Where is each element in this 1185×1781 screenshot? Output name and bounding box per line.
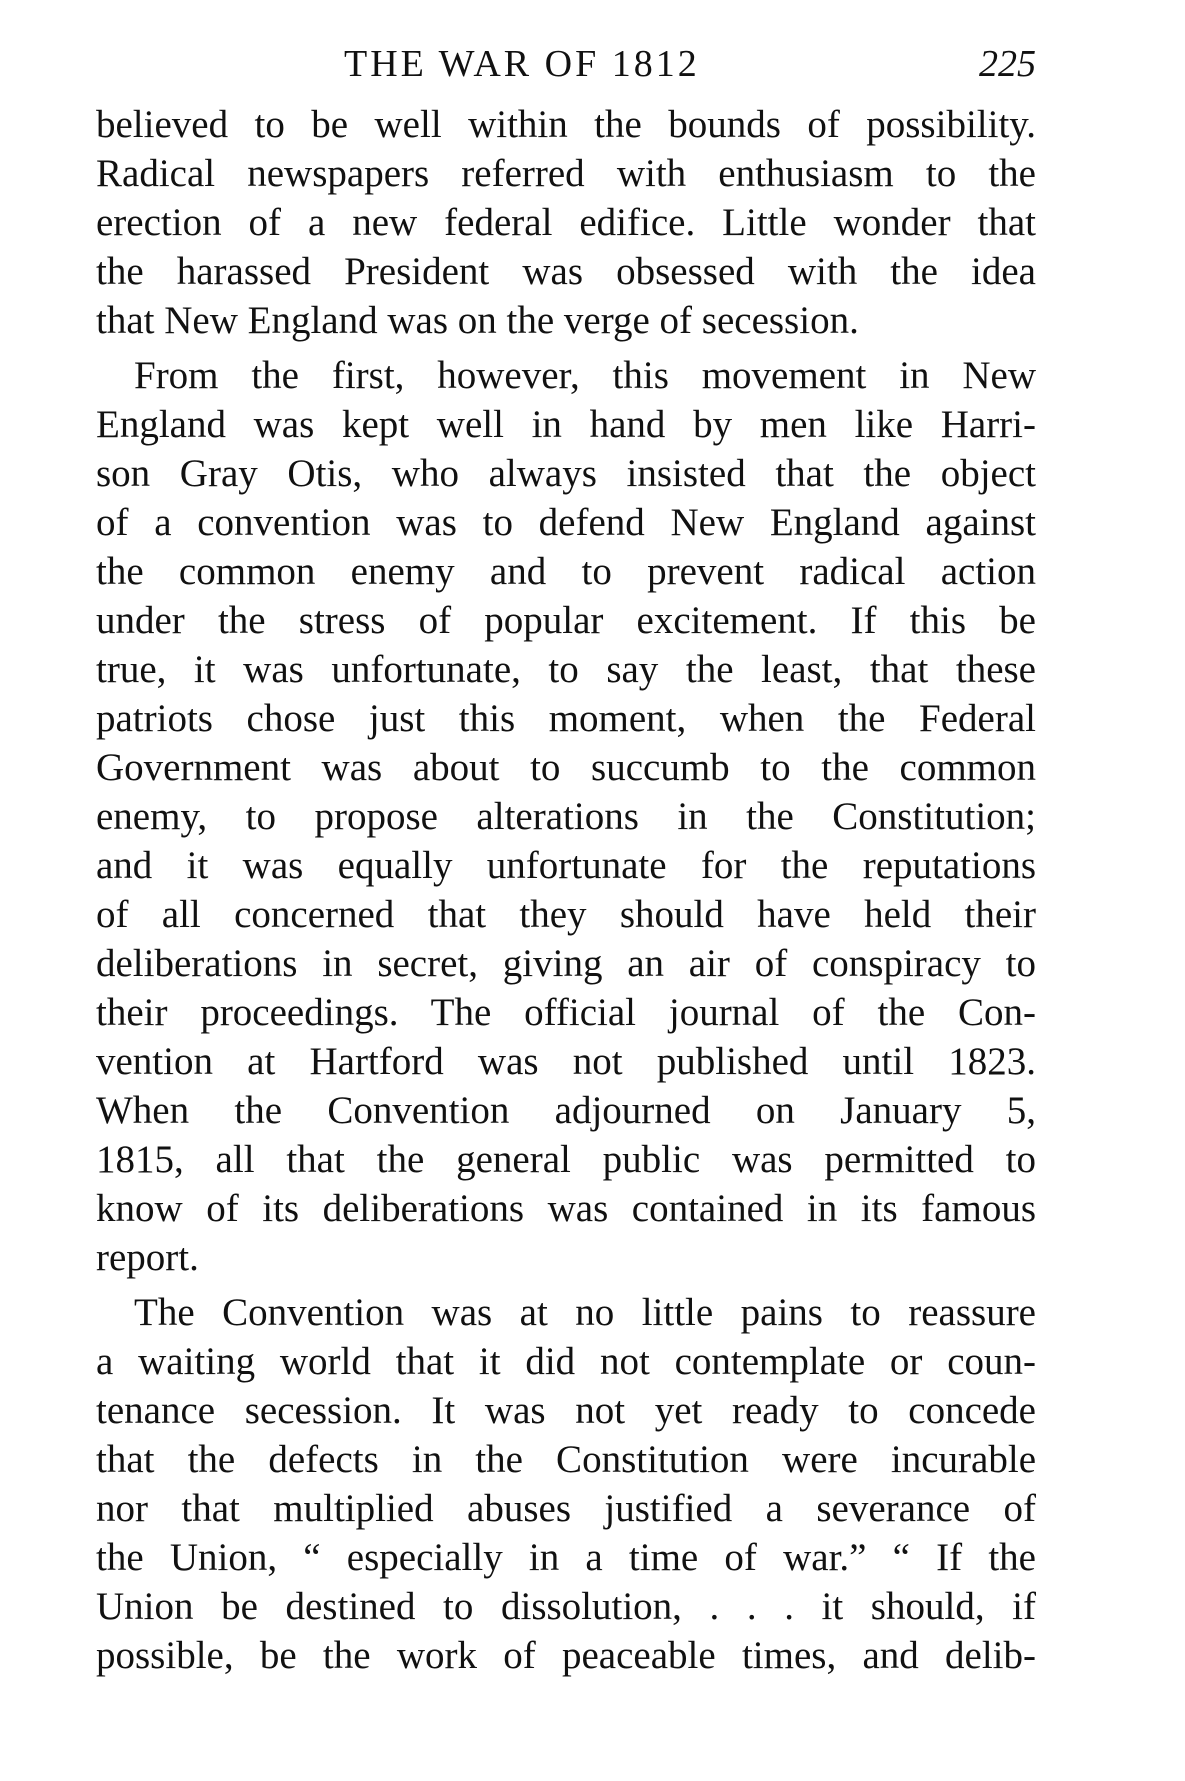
text-line: true, it was unfortunate, to say the least, that these	[96, 648, 1036, 691]
text-line: and it was equally unfortunate for the reputations	[96, 844, 1036, 887]
text-line: patriots chose just this moment, when the Federal	[96, 697, 1036, 740]
text-line: From the first, however, this movement in New	[134, 354, 1036, 397]
text-line: know of its deliberations was contained in its famous	[96, 1187, 1036, 1230]
text-line: vention at Hartford was not published until 1823.	[96, 1040, 1036, 1083]
text-line: Government was about to succumb to the common	[96, 746, 1036, 789]
text-line: England was kept well in hand by men like Harri-	[96, 403, 1036, 446]
text-line: the common enemy and to prevent radical action	[96, 550, 1036, 593]
page-number: 225	[979, 43, 1036, 85]
paragraph	[96, 1288, 1036, 1680]
text-line: believed to be well within the bounds of possibility.	[96, 103, 1036, 146]
text-line: enemy, to propose alterations in the Constitution;	[96, 795, 1036, 838]
running-title: THE WAR OF 1812	[344, 43, 700, 85]
text-line: Union be destined to dissolution, . . . it should, if	[96, 1585, 1036, 1628]
body-text	[96, 100, 1036, 1686]
text-line: 1815, all that the general public was permitted to	[96, 1138, 1036, 1181]
text-line: deliberations in secret, giving an air of conspiracy to	[96, 942, 1036, 985]
paragraph	[96, 100, 1036, 345]
running-head	[96, 38, 1036, 90]
text-line: the Union, “ especially in a time of war.” “ If the	[96, 1536, 1036, 1579]
text-line: that the defects in the Constitution were incurable	[96, 1438, 1036, 1481]
text-line: of all concerned that they should have held their	[96, 893, 1036, 936]
text-line: a waiting world that it did not contemplate or coun-	[96, 1340, 1036, 1383]
text-line: son Gray Otis, who always insisted that the object	[96, 452, 1036, 495]
text-line: erection of a new federal edifice. Little wonder that	[96, 201, 1036, 244]
text-line: tenance secession. It was not yet ready to concede	[96, 1389, 1036, 1432]
text-line: of a convention was to defend New England against	[96, 501, 1036, 544]
text-line: Radical newspapers referred with enthusiasm to the	[96, 152, 1036, 195]
text-line: their proceedings. The official journal of the Con-	[96, 991, 1036, 1034]
text-line: under the stress of popular excitement. If this be	[96, 599, 1036, 642]
text-line: When the Convention adjourned on January 5,	[96, 1089, 1036, 1132]
text-line: report.	[96, 1236, 199, 1279]
text-line: that New England was on the verge of secession.	[96, 299, 859, 342]
text-line: nor that multiplied abuses justified a severance of	[96, 1487, 1036, 1530]
text-line: possible, be the work of peaceable times, and delib-	[96, 1634, 1036, 1677]
paragraph	[96, 351, 1036, 1282]
text-line: the harassed President was obsessed with the idea	[96, 250, 1036, 293]
text-line: The Convention was at no little pains to reassure	[134, 1291, 1036, 1334]
